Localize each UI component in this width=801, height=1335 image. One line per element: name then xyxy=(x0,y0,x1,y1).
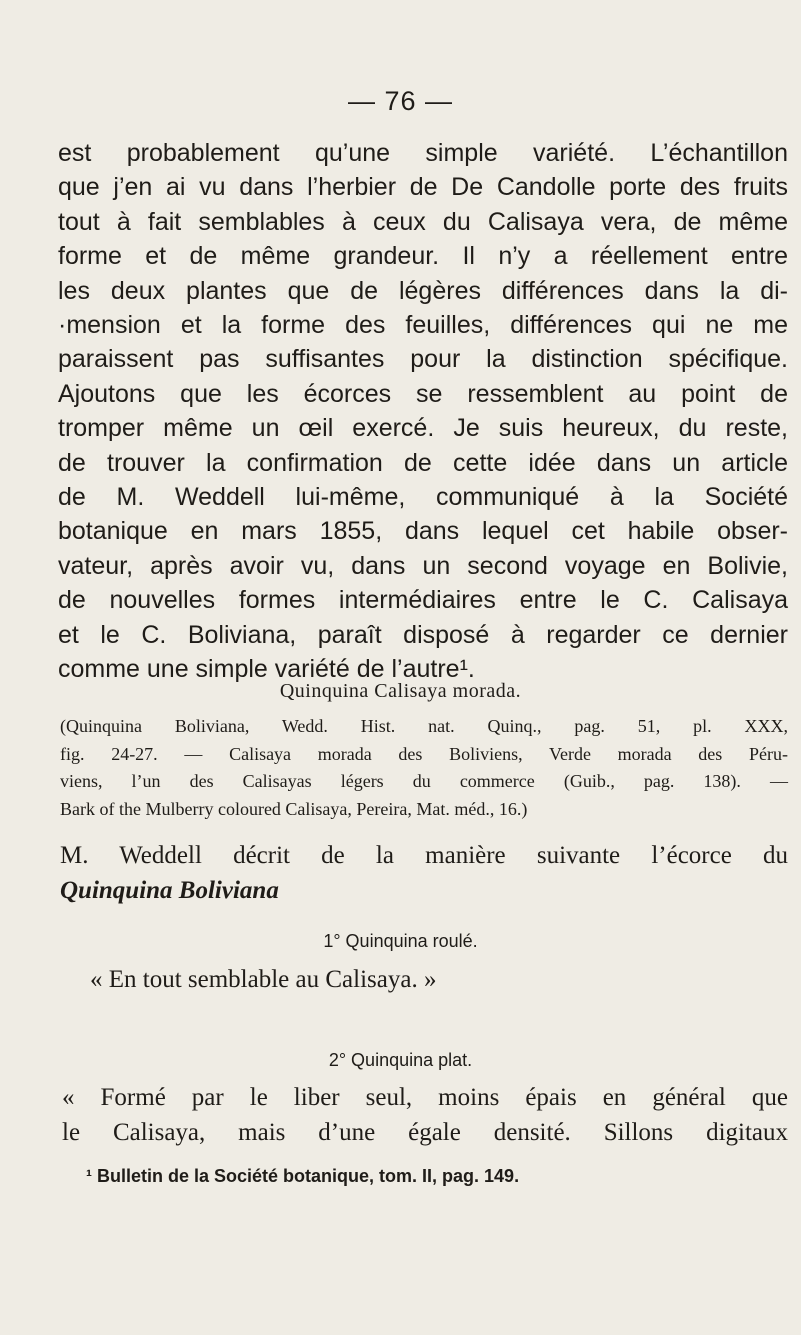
synonymy-line: (Quinquina Boliviana, Wedd. Hist. nat. Quinq., pag. 51, pl. XXX, xyxy=(60,716,788,736)
text-line: tout à fait semblables à ceux du Calisaya vera, de même xyxy=(58,207,788,236)
footnote: ¹ Bulletin de la Société botanique, tom. II, pag. 149. xyxy=(86,1166,520,1186)
text-line: que j’en ai vu dans l’herbier de De Candolle porte des fruits xyxy=(58,173,788,202)
text-line: le Calisaya, mais d’une égale densité. Sillons digitaux xyxy=(62,1119,788,1146)
paragraph-2 xyxy=(60,838,788,908)
text-line: est probablement qu’une simple variété. L’échantillon xyxy=(58,139,788,167)
text-line: de nouvelles formes intermédiaires entre le C. Calisaya xyxy=(58,586,788,615)
synonymy-line: fig. 24-27. — Calisaya morada des Boliviens, Verde morada des Péru- xyxy=(60,743,788,764)
item-2-label: 2° Quinquina plat. xyxy=(328,1050,473,1070)
text-line: et le C. Boliviana, paraît disposé à regarder ce dernier xyxy=(58,620,788,649)
text-line: M. Weddell décrit de la manière suivante l’écorce du xyxy=(60,842,788,869)
item-2-quote xyxy=(62,1080,788,1150)
synonymy-line: viens, l’un des Calisayas légers du commerce (Guib., pag. 138). — xyxy=(60,771,788,791)
species-name: Quinquina Boliviana xyxy=(60,877,279,904)
text-line: de trouver la confirmation de cette idée dans un article xyxy=(58,448,788,477)
synonymy-block xyxy=(60,713,788,823)
text-line: vateur, après avoir vu, dans un second voyage en Bolivie, xyxy=(58,551,788,580)
text-line: paraissent pas suffisantes pour la distinction spécifique. xyxy=(58,345,788,374)
text-line: ·mension et la forme des feuilles, différences qui ne me xyxy=(58,311,788,340)
text-line: de M. Weddell lui-même, communiqué à la Société xyxy=(58,483,788,512)
text-line: forme et de même grandeur. Il n’y a réellement entre xyxy=(58,242,788,271)
text-line: comme une simple variété de l’autre¹. xyxy=(58,655,475,684)
text-line: Ajoutons que les écorces se ressemblent au point de xyxy=(58,379,788,408)
text-line: les deux plantes que de légères différences dans la di- xyxy=(58,276,788,305)
page-number: — 76 — xyxy=(347,86,454,116)
section-heading: Quinquina Calisaya morada. xyxy=(279,680,522,702)
text-line: « Formé par le liber seul, moins épais en général que xyxy=(62,1084,788,1111)
item-1-label: 1° Quinquina roulé. xyxy=(323,931,478,951)
paragraph-1 xyxy=(58,136,788,687)
text-line: tromper même un œil exercé. Je suis heureux, du reste, xyxy=(58,414,788,443)
synonymy-line: Bark of the Mulberry coloured Calisaya, Pereira, Mat. méd., 16.) xyxy=(60,798,528,819)
item-1-quote: « En tout semblable au Calisaya. » xyxy=(90,966,437,993)
text-line: botanique en mars 1855, dans lequel cet habile obser- xyxy=(58,517,788,546)
